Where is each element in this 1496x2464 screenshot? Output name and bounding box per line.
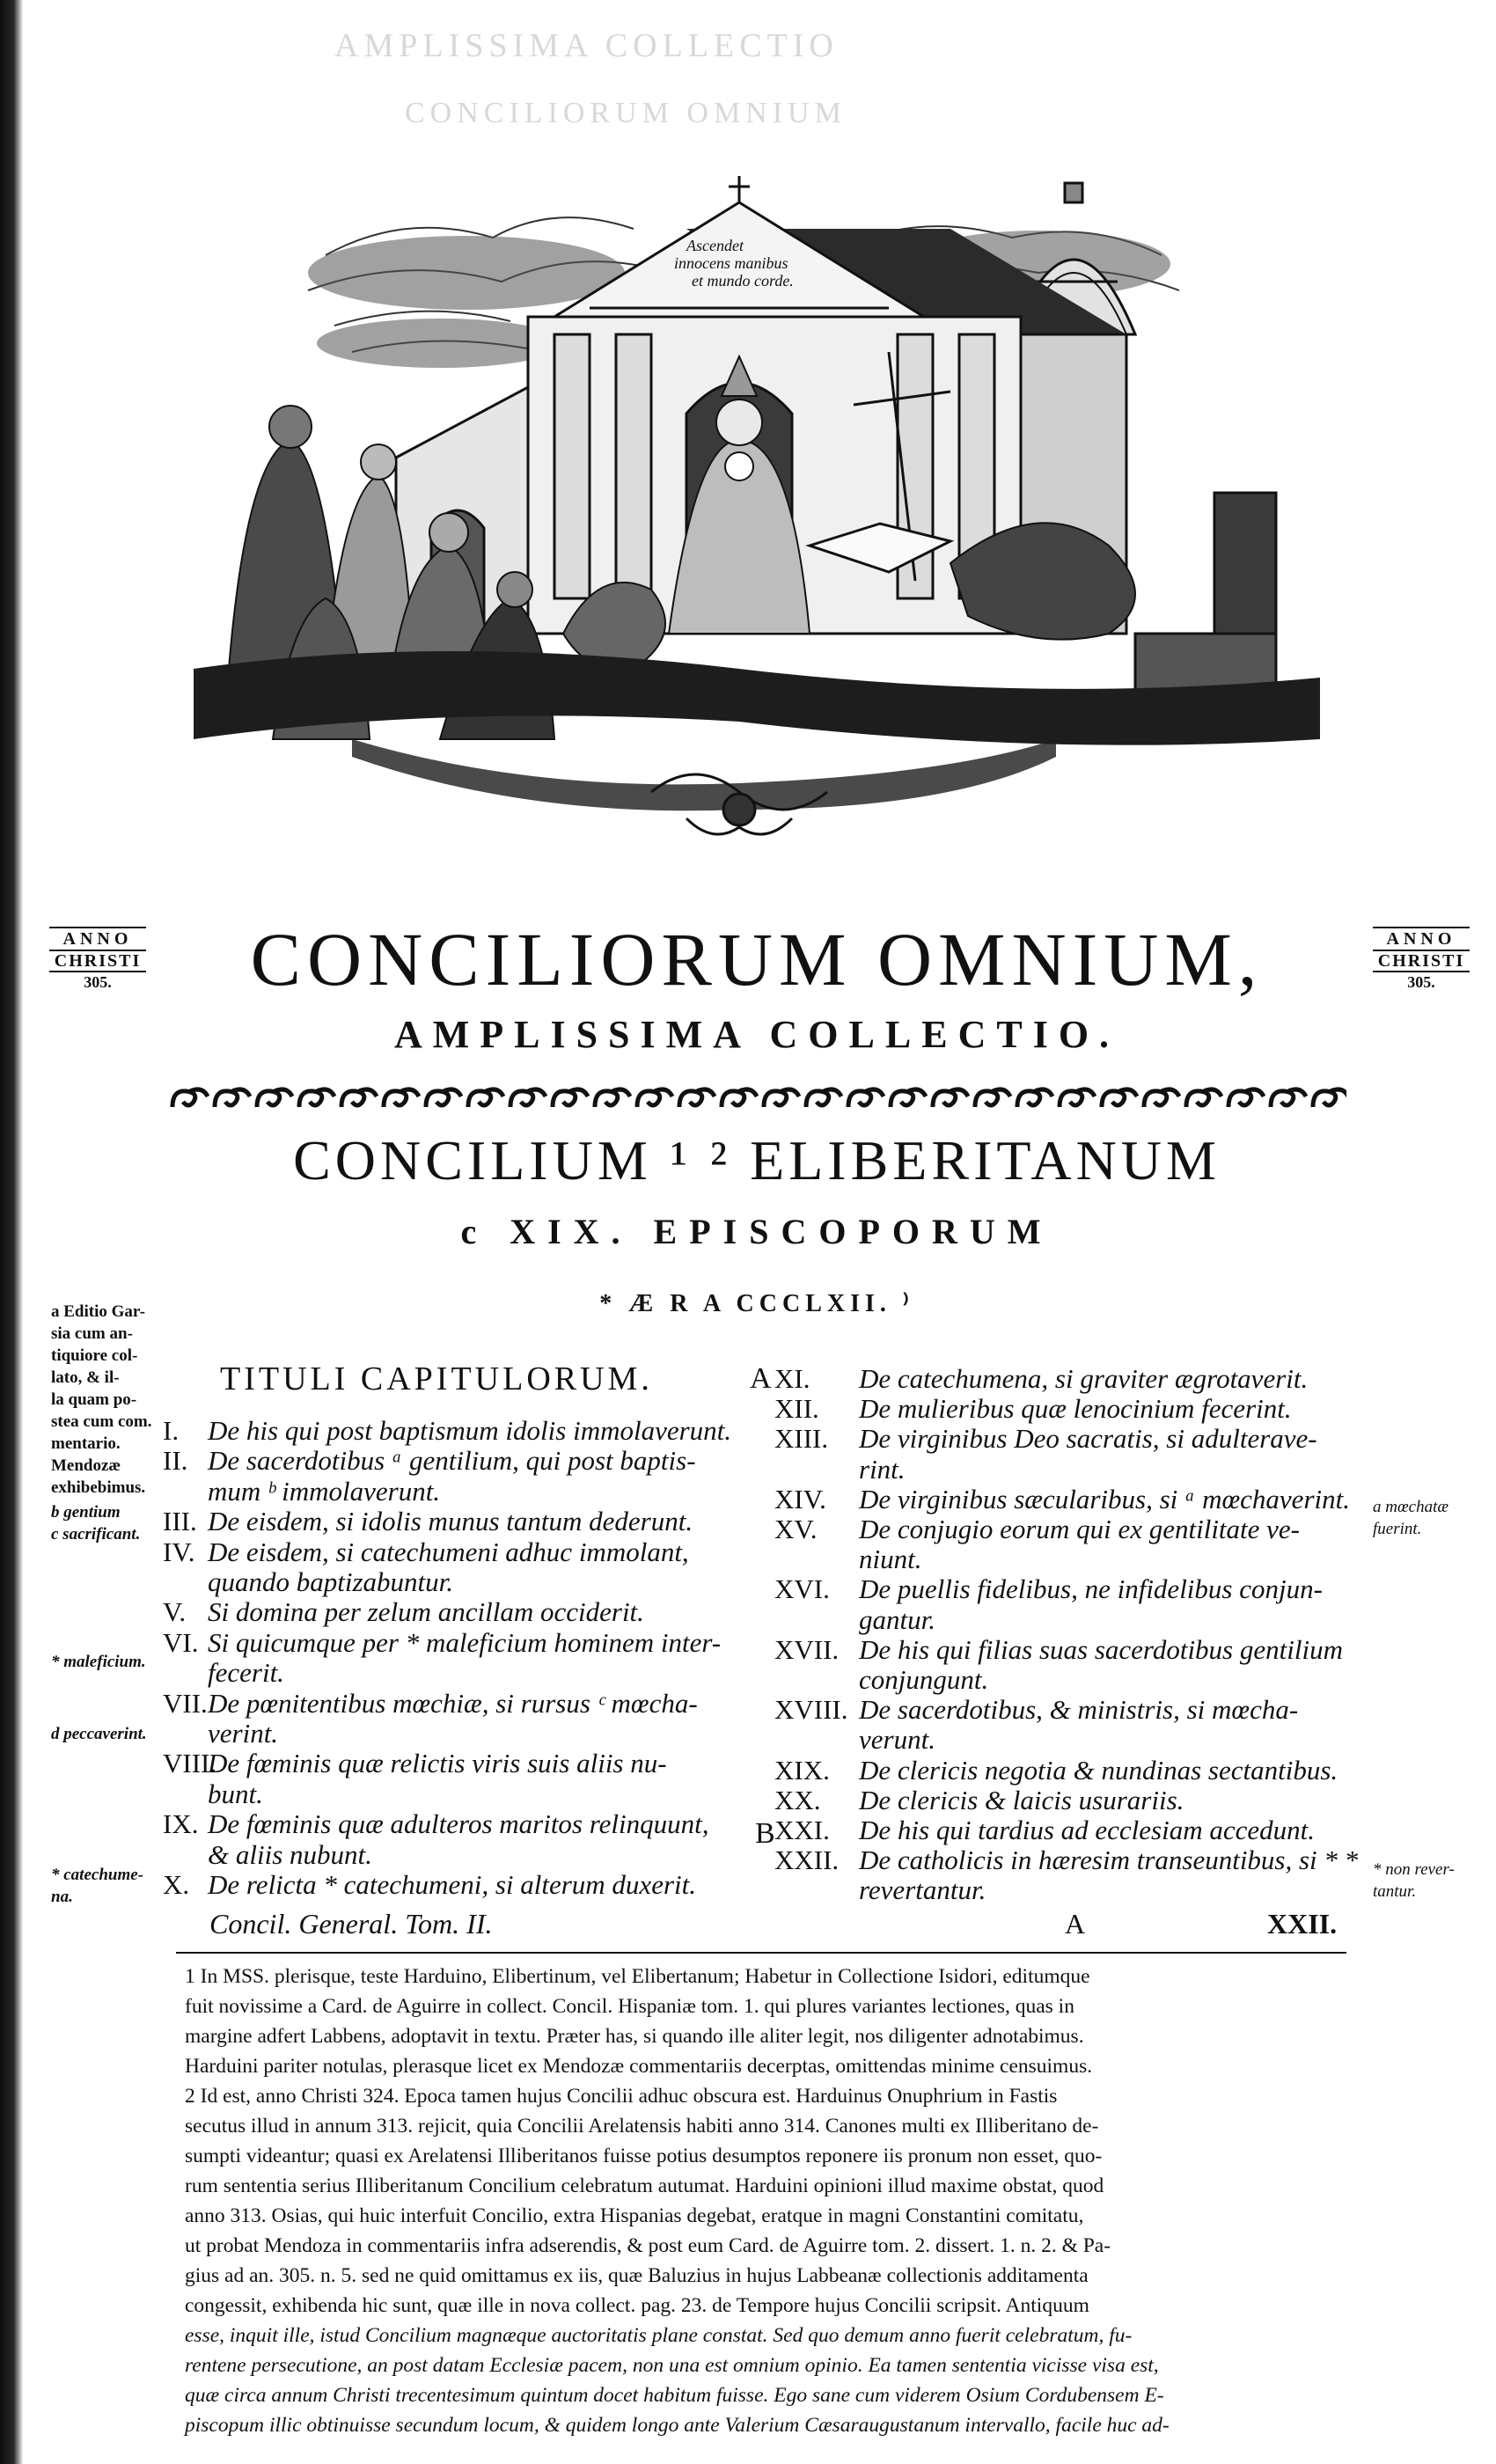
show-through-running-head-2: CONCILIORUM OMNIUM [405, 97, 847, 129]
council-title: CONCILIUM ¹ ² ELIBERITANUM [293, 1129, 1221, 1192]
aera-line: * Æ R A CCCLXII. ⁾ [599, 1290, 914, 1317]
margin-note: la quam po- [51, 1390, 137, 1409]
border-curl [299, 1089, 334, 1107]
page-gutter-shadow [0, 0, 23, 2464]
chapter-number: XIX. [774, 1754, 830, 1786]
chapter-title: De sacerdotibus, & ministris, si mœcha- [859, 1694, 1299, 1726]
toc-entry [774, 1844, 1358, 1876]
border-curl [341, 1089, 377, 1107]
show-through-running-head: AMPLISSIMA COLLECTIO [334, 27, 839, 64]
catchword: XXII. [1267, 1908, 1338, 1940]
chapter-title: De clericis negotia & nundinas sectantibus. [859, 1754, 1338, 1786]
footnote-line: quæ circa annum Christi trecentesimum quintum docet habitum fuisse. Ego sane cum viderem Osium Cordubensem E- [185, 2384, 1164, 2407]
margin-note: d peccaverint. [51, 1725, 147, 1743]
footnote-line: sumpti videantur; quasi ex Arelatensi Illiberitanos fuisse potius desumptos reponere iis pronum non esset, quo- [185, 2145, 1103, 2167]
border-curl [1144, 1089, 1179, 1107]
footnote-line: rum sententia serius Illiberitanum Concilium celebratum autumat. Harduini opinioni illud maxime obstat, quod [185, 2174, 1104, 2197]
signature-line: Concil. General. Tom. II. [209, 1908, 493, 1940]
chapter-number: XIII. [774, 1423, 829, 1455]
chapter-title: De virginibus Deo sacratis, si adulterave- [859, 1423, 1317, 1455]
chapter-title: rint. [859, 1453, 906, 1485]
border-curl [172, 1089, 208, 1107]
chapter-title: De eisdem, si catechumeni adhuc immolant, [208, 1536, 689, 1567]
council-subtitle: c XIX. EPISCOPORUM [460, 1212, 1053, 1251]
border-curl [1313, 1089, 1346, 1107]
border-curl [1186, 1089, 1221, 1107]
page-subtitle: AMPLISSIMA COLLECTIO. [393, 1013, 1120, 1056]
margin-note: Mendozæ [51, 1456, 121, 1475]
margin-note: c sacrificant. [51, 1525, 141, 1544]
toc-entry [163, 1596, 644, 1628]
toc-entry [774, 1423, 1317, 1455]
toc-entry [774, 1514, 1300, 1545]
footnote-line: secutus illud in annum 313. rejicit, quia Concilii Arelatensis habiti anno 314. Canones multi ex Illiberitano de- [185, 2115, 1099, 2138]
margin-note: sia cum an- [51, 1324, 133, 1343]
toc-entry [163, 1688, 698, 1720]
margin-note: mentario. [51, 1434, 121, 1453]
chapter-number: IX. [163, 1808, 199, 1840]
border-curl [679, 1089, 715, 1107]
chapter-number: XX. [774, 1784, 821, 1815]
footnote-line: ut probat Mendoza in commentariis infra adserendis, & post eum Card. de Aguirre tom. 2. dissert. 1. n. 2. & Pa- [185, 2234, 1111, 2257]
toc-entry [163, 1748, 667, 1779]
toc-marker-a: A [750, 1362, 772, 1395]
chapter-title: & aliis nubunt. [208, 1838, 372, 1870]
chapter-number: XIV. [774, 1483, 826, 1514]
toc-entry [163, 1718, 278, 1749]
border-curl [510, 1089, 546, 1107]
footnote-line: Harduini pariter notulas, plerasque licet ex Mendozæ commentariis decerptas, omittendas minime censuimus. [185, 2055, 1093, 2078]
chapter-number: VII. [163, 1687, 208, 1719]
footnote-line: 2 Id est, anno Christi 324. Epoca tamen hujus Concilii adhuc obscura est. Harduinus Onuphrium in Fastis [185, 2085, 1058, 2108]
border-curl [891, 1089, 926, 1107]
chapter-number: V. [163, 1596, 187, 1628]
chapter-title: gantur. [859, 1603, 935, 1635]
toc-entry [774, 1544, 921, 1575]
toc-entry [163, 1415, 731, 1447]
chapter-number: X. [163, 1869, 190, 1900]
chapter-title: verunt. [859, 1724, 935, 1756]
margin-note: fuerint. [1373, 1520, 1422, 1538]
footnote-line: fuit novissime a Card. de Aguirre in collect. Concil. Hispaniæ tom. 1. qui plures variantes lectiones, quas in [185, 1995, 1074, 2018]
footnote-rule [176, 1952, 1346, 1954]
border-curl [722, 1089, 757, 1107]
anno-christi-right [1373, 927, 1470, 992]
toc-entry [163, 1627, 721, 1659]
toc-entry [163, 1506, 693, 1537]
border-curl [257, 1089, 292, 1107]
chapter-title: De his qui filias suas sacerdotibus gentilium [859, 1633, 1343, 1665]
toc-entry [163, 1445, 696, 1477]
border-curl [1017, 1089, 1052, 1107]
footnote-line: piscopum illic obtinuisse secundum locum, & quidem longo ante Valerium Cæsaraugustanum intervallo, facile huc ad- [185, 2414, 1170, 2437]
chapter-title: De his qui tardius ad ecclesiam accedunt. [859, 1815, 1315, 1845]
toc-marker-b: B [755, 1817, 775, 1850]
chapter-title: revertantur. [859, 1874, 986, 1906]
chapter-title: verint. [208, 1718, 279, 1749]
chapter-title: quando baptizabuntur. [208, 1566, 454, 1597]
toc-entry [774, 1604, 935, 1636]
border-curl [384, 1089, 419, 1107]
footnote-line: rentene persecutione, an post datam Ecclesiæ pacem, non una est omnium opinio. Ea tamen sententia vicisse visa est, [185, 2354, 1159, 2377]
toc-entry [774, 1755, 1338, 1786]
border-curl [1060, 1089, 1095, 1107]
margin-note: b gentium [51, 1503, 121, 1522]
footnote-line: anno 313. Osias, qui huic interfuit Concilio, extra Hispanias degebat, eratque in magni Constantini comitatu, [185, 2204, 1084, 2227]
footnote-line: congessit, exhibenda hic sunt, quæ ille in nova collect. pag. 23. de Tempore hujus Concilii scripsit. Antiquum [185, 2294, 1089, 2317]
margin-note: * non rever- [1373, 1860, 1455, 1879]
toc-entry [774, 1785, 1184, 1816]
border-curl [1228, 1089, 1264, 1107]
margin-note: lato, & il- [51, 1368, 120, 1387]
chapter-number: I. [163, 1415, 180, 1446]
decorative-border [167, 1084, 1346, 1114]
border-curl [426, 1089, 461, 1107]
anno-label: ANNO [49, 927, 146, 951]
chapter-number: XV. [774, 1514, 818, 1544]
christi-label: CHRISTI [49, 951, 146, 972]
chapter-number: XII. [774, 1393, 819, 1425]
margin-note: tiquiore col- [51, 1346, 138, 1365]
chapter-title: De puellis fidelibus, ne infidelibus conjun- [859, 1573, 1323, 1605]
chapter-title: De fœminis quæ relictis viris suis aliis nu- [208, 1748, 667, 1779]
toc-entry [774, 1815, 1315, 1846]
chapter-title: De catholicis in hæresim transeuntibus, si * * [859, 1844, 1359, 1876]
toc-entry [163, 1839, 372, 1871]
border-curl [468, 1089, 503, 1107]
christi-label: CHRISTI [1373, 951, 1470, 972]
border-curl [215, 1089, 250, 1107]
svg-text:Ascendet: Ascendet [686, 237, 744, 254]
chapter-number: XVII. [774, 1633, 840, 1665]
border-curl [595, 1089, 630, 1107]
chapter-number: XVIII. [774, 1694, 848, 1726]
margin-note: exhibebimus. [51, 1478, 146, 1497]
margin-note: tantur. [1373, 1882, 1417, 1901]
toc-entry [774, 1874, 986, 1906]
toc-entry [774, 1484, 1350, 1515]
anno-year: 305. [84, 973, 112, 991]
footnote-line: margine adfert Labbens, adoptavit in textu. Præter has, si quando ille aliter legit, nos diligenter adnotabimus. [185, 2025, 1084, 2048]
border-curl [975, 1089, 1010, 1107]
border-curl [806, 1089, 841, 1107]
border-curl [637, 1089, 672, 1107]
toc-heading: TITULI CAPITULORUM. [220, 1360, 653, 1397]
chapter-title: bunt. [208, 1778, 263, 1809]
chapter-number: XXI. [774, 1815, 830, 1845]
footnote-line: esse, inquit ille, istud Concilium magnæque auctoritatis plane constat. Sed quo demum anno fuerit celebratum, fu- [185, 2324, 1133, 2347]
chapter-title: De fœminis quæ adulteros maritos relinquunt, [208, 1808, 709, 1840]
chapter-title: De catechumena, si graviter ægrotaverit. [859, 1363, 1309, 1394]
signature-mark: A [1065, 1908, 1086, 1940]
anno-year: 305. [1407, 973, 1435, 991]
chapter-title: De mulieribus quæ lenocinium fecerint. [859, 1393, 1292, 1425]
footnote-line: 1 In MSS. plerisque, teste Harduino, Elibertinum, vel Elibertanum; Habetur in Collectione Isidori, editumque [185, 1965, 1090, 1988]
chapter-title: De virginibus sæcularibus, si ᵃ mœchaverint. [859, 1483, 1350, 1514]
svg-text:innocens manibus: innocens manibus [674, 254, 788, 272]
toc-entry [163, 1657, 284, 1689]
border-curl [1102, 1089, 1137, 1107]
chapter-title: De clericis & laicis usurariis. [859, 1784, 1184, 1815]
chapter-number: II. [163, 1445, 188, 1477]
chapter-title: Si quicumque per * maleficium hominem inter- [208, 1626, 722, 1658]
chapter-number: VIII. [163, 1748, 217, 1779]
toc-entry [774, 1724, 935, 1756]
border-curl [848, 1089, 884, 1107]
toc-entry [163, 1869, 696, 1901]
chapter-title: conjungunt. [859, 1664, 989, 1695]
toc-entry [774, 1664, 988, 1696]
toc-entry [774, 1363, 1308, 1395]
page-title: CONCILIORUM OMNIUM, [250, 917, 1264, 1001]
chapter-title: De pœnitentibus mœchiæ, si rursus ᶜ mœcha- [208, 1687, 698, 1719]
toc-entry [163, 1476, 440, 1507]
tomb-and-pedestal [1135, 493, 1276, 704]
chapter-title: niunt. [859, 1544, 922, 1575]
toc-entry [774, 1454, 906, 1485]
toc-entry [163, 1778, 263, 1810]
margin-note: a mœchatæ [1373, 1498, 1449, 1516]
border-curl [933, 1089, 968, 1107]
margin-note: a Editio Gar- [51, 1302, 145, 1321]
chapter-number: XVI. [774, 1573, 830, 1605]
chapter-number: VI. [163, 1626, 199, 1658]
toc-entry [774, 1573, 1323, 1605]
border-curl [1271, 1089, 1306, 1107]
chapter-title: fecerit. [208, 1657, 284, 1689]
chapter-title: De relicta * catechumeni, si alterum duxerit. [208, 1869, 696, 1900]
chapter-number: III. [163, 1506, 197, 1537]
margin-note: na. [51, 1888, 73, 1906]
chapter-title: mum ᵇ immolaverunt. [208, 1475, 441, 1507]
chapter-number: XXII. [774, 1844, 840, 1876]
toc-entry [163, 1566, 453, 1598]
border-curl [553, 1089, 588, 1107]
chapter-title: De eisdem, si idolis munus tantum dederunt. [208, 1506, 693, 1537]
toc-entry [774, 1634, 1343, 1666]
frontispiece-engraving [176, 176, 1338, 845]
margin-note: * maleficium. [51, 1653, 146, 1671]
toc-entry [774, 1694, 1298, 1726]
toc-entry [163, 1808, 709, 1840]
chapter-title: Si domina per zelum ancillam occiderit. [208, 1596, 644, 1628]
margin-note: * catechume- [51, 1866, 144, 1884]
border-curl [764, 1089, 799, 1107]
footnote-line: gius ad an. 305. n. 5. sed ne quid omittamus ex iis, quæ Baluzius in hujus Labbeanæ collectionis additamenta [185, 2264, 1089, 2287]
chapter-title: De sacerdotibus ᵃ gentilium, qui post baptis- [208, 1445, 696, 1477]
anno-christi-left [49, 927, 146, 992]
chapter-title: De his qui post baptismum idolis immolaverunt. [208, 1415, 732, 1446]
toc-entry [163, 1536, 689, 1568]
anno-label: ANNO [1373, 927, 1470, 951]
chapter-title: De conjugio eorum qui ex gentilitate ve- [859, 1514, 1301, 1544]
toc-entry [774, 1393, 1292, 1425]
chapter-number: XI. [774, 1363, 810, 1394]
svg-text:et mundo corde.: et mundo corde. [692, 272, 794, 290]
margin-note: stea cum com. [51, 1412, 152, 1431]
chapter-number: IV. [163, 1536, 195, 1567]
